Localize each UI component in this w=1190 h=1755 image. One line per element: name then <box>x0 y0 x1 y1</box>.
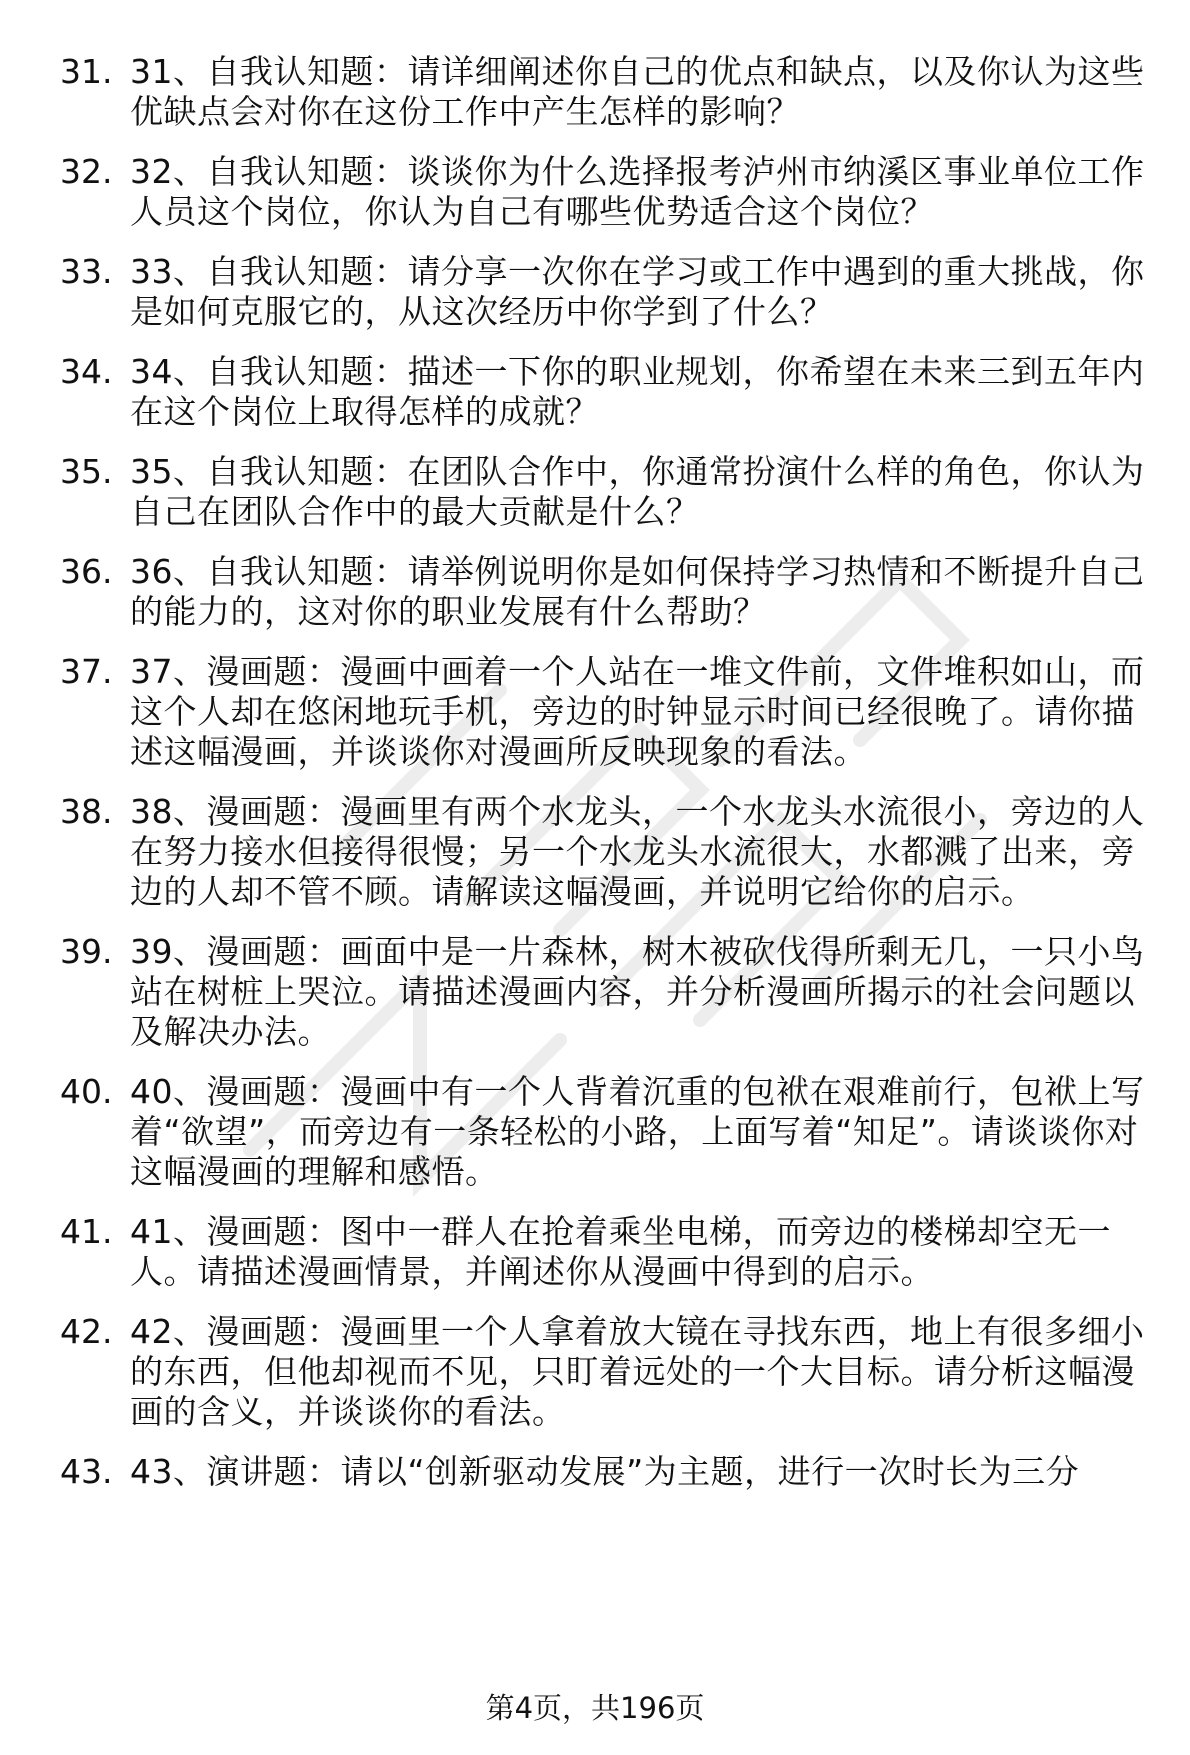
question-number: 32. <box>60 152 113 191</box>
question-item <box>60 1312 1150 1432</box>
page-footer: 第4页，共196页 <box>485 1691 705 1725</box>
question-number: 38. <box>60 792 113 831</box>
question-number: 33. <box>60 252 113 291</box>
question-number: 35. <box>60 452 113 491</box>
question-text: 35、自我认知题：在团队合作中，你通常扮演什么样的角色，你认为自己在团队合作中的最大贡献是什么？ <box>130 452 1145 531</box>
question-number: 43. <box>60 1452 113 1491</box>
question-item <box>60 52 1150 132</box>
question-text: 42、漫画题：漫画里一个人拿着放大镜在寻找东西，地上有很多细小的东西，但他却视而不见，只盯着远处的一个大目标。请分析这幅漫画的含义，并谈谈你的看法。 <box>130 1312 1145 1431</box>
question-item <box>60 1452 1150 1492</box>
question-list <box>60 52 1150 1512</box>
question-text: 36、自我认知题：请举例说明你是如何保持学习热情和不断提升自己的能力的，这对你的职业发展有什么帮助？ <box>130 552 1145 631</box>
question-number: 36. <box>60 552 113 591</box>
question-text: 40、漫画题：漫画中有一个人背着沉重的包袱在艰难前行，包袱上写着“欲望”，而旁边有一条轻松的小路，上面写着“知足”。请谈谈你对这幅漫画的理解和感悟。 <box>130 1072 1145 1191</box>
question-item <box>60 452 1150 532</box>
question-number: 37. <box>60 652 113 691</box>
question-item <box>60 932 1150 1052</box>
question-text: 39、漫画题：画面中是一片森林，树木被砍伐得所剩无几，一只小鸟站在树桩上哭泣。请描述漫画内容，并分析漫画所揭示的社会问题以及解决办法。 <box>130 932 1145 1051</box>
question-item <box>60 152 1150 232</box>
question-text: 31、自我认知题：请详细阐述你自己的优点和缺点，以及你认为这些优缺点会对你在这份工作中产生怎样的影响？ <box>130 52 1145 131</box>
question-number: 41. <box>60 1212 113 1251</box>
question-text: 32、自我认知题：谈谈你为什么选择报考泸州市纳溪区事业单位工作人员这个岗位，你认为自己有哪些优势适合这个岗位？ <box>130 152 1145 231</box>
question-number: 31. <box>60 52 113 91</box>
question-number: 34. <box>60 352 113 391</box>
question-text: 34、自我认知题：描述一下你的职业规划，你希望在未来三到五年内在这个岗位上取得怎样的成就？ <box>130 352 1145 431</box>
question-item <box>60 652 1150 772</box>
question-number: 40. <box>60 1072 113 1111</box>
question-item <box>60 1072 1150 1192</box>
question-number: 39. <box>60 932 113 971</box>
question-item <box>60 252 1150 332</box>
question-text: 33、自我认知题：请分享一次你在学习或工作中遇到的重大挑战，你是如何克服它的，从这次经历中你学到了什么？ <box>130 252 1145 331</box>
question-item <box>60 352 1150 432</box>
question-item <box>60 1212 1150 1292</box>
question-item <box>60 552 1150 632</box>
question-text: 38、漫画题：漫画里有两个水龙头，一个水龙头水流很小，旁边的人在努力接水但接得很慢；另一个水龙头水流很大，水都溅了出来，旁边的人却不管不顾。请解读这幅漫画，并说明它给你的启示。 <box>130 792 1145 911</box>
question-item <box>60 792 1150 912</box>
question-number: 42. <box>60 1312 113 1351</box>
question-text: 43、演讲题：请以“创新驱动发展”为主题，进行一次时长为三分 <box>130 1452 1080 1491</box>
question-text: 37、漫画题：漫画中画着一个人站在一堆文件前，文件堆积如山，而这个人却在悠闲地玩手机，旁边的时钟显示时间已经很晚了。请你描述这幅漫画，并谈谈你对漫画所反映现象的看法。 <box>130 652 1145 771</box>
question-text: 41、漫画题：图中一群人在抢着乘坐电梯，而旁边的楼梯却空无一人。请描述漫画情景，并阐述你从漫画中得到的启示。 <box>130 1212 1111 1291</box>
